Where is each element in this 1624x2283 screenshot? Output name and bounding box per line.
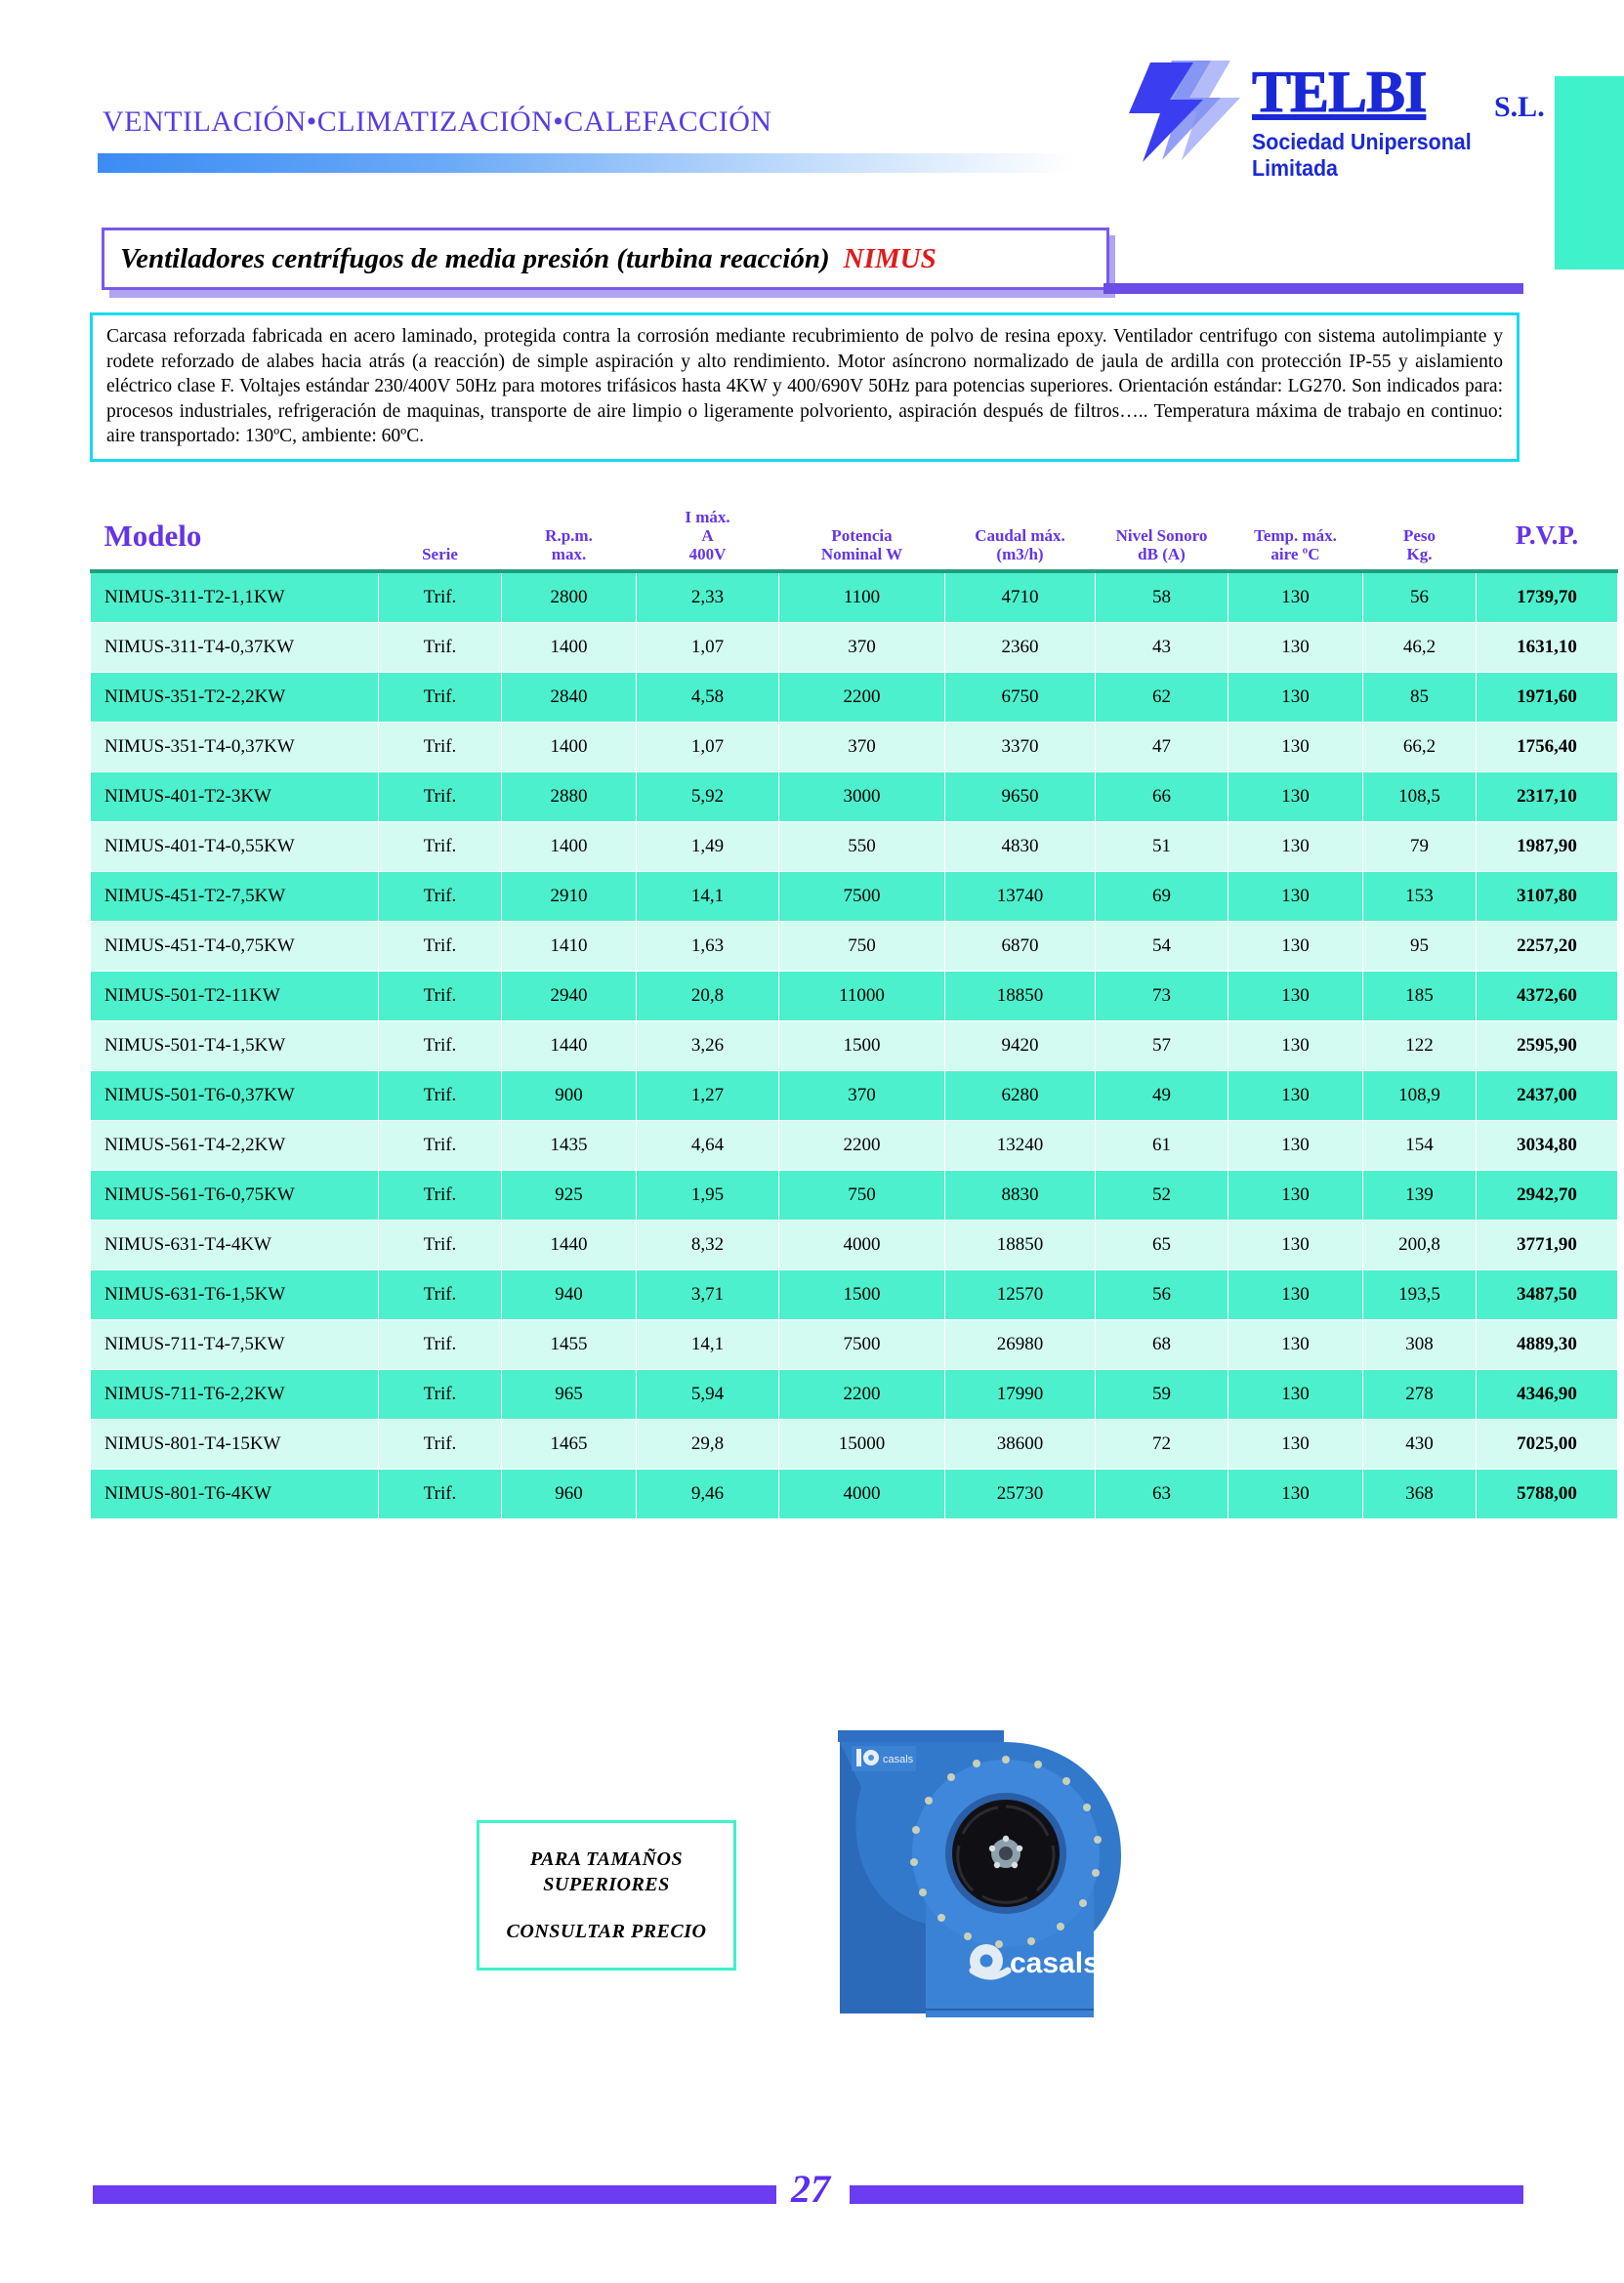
cell-value: 1410 — [502, 922, 637, 972]
cell-value: Trif. — [379, 673, 502, 723]
section-title-model: NIMUS — [843, 242, 937, 274]
cell-value: 1500 — [779, 1021, 945, 1071]
cell-value: 370 — [779, 623, 945, 673]
cell-modelo: NIMUS-561-T6-0,75KW — [91, 1171, 379, 1221]
cell-modelo: NIMUS-801-T6-4KW — [91, 1470, 379, 1519]
cell-pvp: 1987,90 — [1477, 822, 1618, 872]
col-header-imax — [637, 508, 779, 571]
cell-value: Trif. — [379, 1320, 502, 1370]
cell-modelo: NIMUS-351-T4-0,37KW — [91, 723, 379, 772]
cell-value: 9650 — [945, 772, 1096, 822]
consult-price-callout — [477, 1820, 736, 1971]
cell-modelo: NIMUS-311-T2-1,1KW — [91, 571, 379, 623]
cell-value: 6750 — [945, 673, 1096, 723]
cell-value: 940 — [502, 1270, 637, 1320]
cell-value: 130 — [1228, 872, 1363, 922]
cell-pvp: 2257,20 — [1477, 922, 1618, 972]
cell-value: Trif. — [379, 972, 502, 1021]
cell-modelo: NIMUS-711-T6-2,2KW — [91, 1370, 379, 1420]
cell-value: 925 — [502, 1171, 637, 1221]
cell-value: Trif. — [379, 1071, 502, 1121]
cell-modelo: NIMUS-451-T4-0,75KW — [91, 922, 379, 972]
cell-value: Trif. — [379, 772, 502, 822]
casals-brand-mark — [970, 1944, 1100, 1979]
cell-value: 12570 — [945, 1270, 1096, 1320]
cell-modelo: NIMUS-401-T2-3KW — [91, 772, 379, 822]
col-header-potencia — [779, 508, 945, 571]
table-row — [91, 922, 1618, 972]
col-header-imax-l2: A — [701, 526, 714, 545]
cell-value: 130 — [1228, 1021, 1363, 1071]
cell-modelo: NIMUS-631-T6-1,5KW — [91, 1270, 379, 1320]
table-row — [91, 772, 1618, 822]
col-header-caudal — [945, 508, 1096, 571]
cell-value: 278 — [1363, 1370, 1477, 1420]
cell-modelo: NIMUS-501-T2-11KW — [91, 972, 379, 1021]
col-header-rpm — [502, 508, 637, 571]
cell-value: 1400 — [502, 822, 637, 872]
cell-value: 68 — [1096, 1320, 1228, 1370]
cell-value: 1,07 — [637, 723, 779, 772]
cell-value: 900 — [502, 1071, 637, 1121]
cell-value: 25730 — [945, 1470, 1096, 1519]
cell-value: 14,1 — [637, 872, 779, 922]
cell-value: 47 — [1096, 723, 1228, 772]
cell-value: 2840 — [502, 673, 637, 723]
cell-modelo: NIMUS-401-T4-0,55KW — [91, 822, 379, 872]
cell-value: Trif. — [379, 1420, 502, 1470]
cell-value: 965 — [502, 1370, 637, 1420]
cell-value: Trif. — [379, 922, 502, 972]
cell-value: 2200 — [779, 1370, 945, 1420]
cell-value: 130 — [1228, 1121, 1363, 1171]
section-title-bar — [102, 228, 1109, 290]
cell-value: 8,32 — [637, 1221, 779, 1270]
product-image — [811, 1728, 1133, 2031]
footer-rule-right — [850, 2185, 1523, 2204]
cell-value: 4000 — [779, 1221, 945, 1270]
cell-value: 58 — [1096, 571, 1228, 623]
cell-value: 17990 — [945, 1370, 1096, 1420]
logo-subtitle: Sociedad Unipersonal Limitada — [1252, 129, 1472, 181]
table-row — [91, 1021, 1618, 1071]
cell-value: 56 — [1363, 571, 1477, 623]
cell-value: 4830 — [945, 822, 1096, 872]
cell-value: 130 — [1228, 1470, 1363, 1519]
cell-value: 154 — [1363, 1121, 1477, 1171]
cell-value: 57 — [1096, 1021, 1228, 1071]
table-row — [91, 1171, 1618, 1221]
callout-line-1: PARA TAMAÑOS — [529, 1848, 684, 1870]
cell-value: 46,2 — [1363, 623, 1477, 673]
cell-value: 750 — [779, 1171, 945, 1221]
cell-value: 200,8 — [1363, 1221, 1477, 1270]
cell-value: 4000 — [779, 1470, 945, 1519]
cell-value: 38600 — [945, 1420, 1096, 1470]
cell-value: 1455 — [502, 1320, 637, 1370]
table-row — [91, 571, 1618, 623]
cell-value: Trif. — [379, 822, 502, 872]
cell-modelo: NIMUS-311-T4-0,37KW — [91, 623, 379, 673]
cell-value: 130 — [1228, 1171, 1363, 1221]
cell-value: 66,2 — [1363, 723, 1477, 772]
table-body — [91, 571, 1618, 1519]
cell-modelo: NIMUS-801-T4-15KW — [91, 1420, 379, 1470]
cell-value: 8830 — [945, 1171, 1096, 1221]
cell-value: 69 — [1096, 872, 1228, 922]
cell-value: 73 — [1096, 972, 1228, 1021]
cell-value: 750 — [779, 922, 945, 972]
company-tagline: VENTILACIÓN•CLIMATIZACIÓN•CALEFACCIÓN — [103, 105, 772, 138]
cell-pvp: 4372,60 — [1477, 972, 1618, 1021]
cell-value: 122 — [1363, 1021, 1477, 1071]
cell-value: 61 — [1096, 1121, 1228, 1171]
cell-value: 56 — [1096, 1270, 1228, 1320]
cell-value: 153 — [1363, 872, 1477, 922]
cell-value: 54 — [1096, 922, 1228, 972]
cell-pvp: 4889,30 — [1477, 1320, 1618, 1370]
cell-pvp: 1971,60 — [1477, 673, 1618, 723]
telbi-logo — [1103, 51, 1545, 181]
table-row — [91, 1221, 1618, 1270]
cell-value: 1,63 — [637, 922, 779, 972]
cell-value: 1,07 — [637, 623, 779, 673]
cell-value: 960 — [502, 1470, 637, 1519]
cell-value: 1465 — [502, 1420, 637, 1470]
cell-value: 308 — [1363, 1320, 1477, 1370]
col-header-potencia-l2: Potencia — [831, 526, 893, 545]
cell-value: 185 — [1363, 972, 1477, 1021]
col-header-potencia-l3: Nominal W — [820, 545, 903, 563]
cell-value: 2200 — [779, 673, 945, 723]
svg-text:casals: casals — [1010, 1947, 1100, 1979]
cell-value: 1400 — [502, 623, 637, 673]
cell-value: 1500 — [779, 1270, 945, 1320]
col-header-nivel-sonoro — [1096, 508, 1228, 571]
title-bar-right-rule — [1103, 283, 1523, 294]
cell-pvp: 2437,00 — [1477, 1071, 1618, 1121]
cell-value: 7500 — [779, 872, 945, 922]
col-header-serie-l3: Serie — [422, 545, 458, 563]
cell-value: 3,71 — [637, 1270, 779, 1320]
cell-value: Trif. — [379, 1470, 502, 1519]
col-header-temp-l3: aire ºC — [1270, 545, 1320, 563]
cell-value: 130 — [1228, 1221, 1363, 1270]
lightning-bolt-icon — [1103, 51, 1250, 168]
col-header-nivel-l2: Nivel Sonoro — [1115, 526, 1208, 545]
table-row — [91, 673, 1618, 723]
cell-value: 4710 — [945, 571, 1096, 623]
cell-value: 7500 — [779, 1320, 945, 1370]
callout-line-2: SUPERIORES — [543, 1874, 670, 1895]
col-header-rpm-l3: max. — [551, 545, 587, 563]
cell-value: Trif. — [379, 1171, 502, 1221]
cell-value: 65 — [1096, 1221, 1228, 1270]
cell-value: 85 — [1363, 673, 1477, 723]
cell-pvp: 1756,40 — [1477, 723, 1618, 772]
cell-value: 51 — [1096, 822, 1228, 872]
cell-value: 130 — [1228, 723, 1363, 772]
cell-modelo: NIMUS-451-T2-7,5KW — [91, 872, 379, 922]
col-header-peso-l3: Kg. — [1406, 545, 1433, 563]
cell-value: 130 — [1228, 623, 1363, 673]
cell-value: 4,58 — [637, 673, 779, 723]
cell-pvp: 3107,80 — [1477, 872, 1618, 922]
cell-value: 9,46 — [637, 1470, 779, 1519]
cell-value: Trif. — [379, 1221, 502, 1270]
table-header-row — [91, 508, 1618, 571]
cell-value: Trif. — [379, 872, 502, 922]
cell-value: 1400 — [502, 723, 637, 772]
col-header-nivel-l3: dB (A) — [1138, 545, 1186, 563]
cell-value: 5,92 — [637, 772, 779, 822]
cell-pvp: 1739,70 — [1477, 571, 1618, 623]
logo-suffix: S.L. — [1494, 91, 1545, 123]
logo-brand: TELBI — [1252, 60, 1427, 124]
cell-value: 5,94 — [637, 1370, 779, 1420]
cell-value: 3000 — [779, 772, 945, 822]
cell-value: 130 — [1228, 673, 1363, 723]
cell-value: 2880 — [502, 772, 637, 822]
cell-value: 430 — [1363, 1420, 1477, 1470]
cell-modelo: NIMUS-501-T6-0,37KW — [91, 1071, 379, 1121]
cell-value: 2,33 — [637, 571, 779, 623]
description-text: Carcasa reforzada fabricada en acero laminado, protegida contra la corrosión mediante recubrimiento de polvo de resina epoxy. Ventilador centrifugo con sistema autolimpiante y rodete reforzado de alabes hacia atrás (a reacción) de simple aspiración y alto rendimiento. Motor asíncrono normalizado de jaula de ardilla con protección IP-55 y aislamiento eléctrico clase F. Voltajes estándar 230/400V 50Hz para motores trifásicos hasta 4KW y 400/690V 50Hz para potencias superiores. Orientación estándar: LG270. Son indicados para: procesos industriales, refrigeración de maquinas, transporte de aire limpio o ligeramente polvoriento, aspiración después de filtros….. Temperatura máxima de trabajo en continuo: aire transportado: 130ºC, ambiente: 60ºC. — [106, 326, 1503, 446]
cell-value: 20,8 — [637, 972, 779, 1021]
col-header-rpm-l2: R.p.m. — [545, 526, 593, 545]
description-box — [90, 312, 1520, 462]
table-row — [91, 1470, 1618, 1519]
cell-value: 2800 — [502, 571, 637, 623]
table-row — [91, 972, 1618, 1021]
cell-value: 95 — [1363, 922, 1477, 972]
cell-value: 130 — [1228, 772, 1363, 822]
col-header-modelo: Modelo — [91, 508, 379, 571]
cell-value: Trif. — [379, 1370, 502, 1420]
col-header-caudal-l2: Caudal máx. — [975, 526, 1065, 545]
cell-modelo: NIMUS-561-T4-2,2KW — [91, 1121, 379, 1171]
svg-text:casals: casals — [883, 1754, 914, 1765]
cell-value: 62 — [1096, 673, 1228, 723]
cell-value: 3370 — [945, 723, 1096, 772]
table-row — [91, 623, 1618, 673]
cell-pvp: 5788,00 — [1477, 1470, 1618, 1519]
page-header — [0, 0, 1624, 195]
casals-logo-small — [852, 1746, 916, 1771]
header-gradient-rule — [98, 153, 1074, 173]
table-row — [91, 1071, 1618, 1121]
cell-value: 130 — [1228, 822, 1363, 872]
cell-value: Trif. — [379, 1121, 502, 1171]
cell-value: 130 — [1228, 1420, 1363, 1470]
cell-value: 1100 — [779, 571, 945, 623]
cell-value: Trif. — [379, 723, 502, 772]
page-number: 27 — [791, 2167, 830, 2211]
cell-value: 130 — [1228, 922, 1363, 972]
cell-value: 1,27 — [637, 1071, 779, 1121]
table-row — [91, 1270, 1618, 1320]
cell-value: 29,8 — [637, 1420, 779, 1470]
cell-value: 108,5 — [1363, 772, 1477, 822]
cell-modelo: NIMUS-711-T4-7,5KW — [91, 1320, 379, 1370]
cell-value: 11000 — [779, 972, 945, 1021]
col-header-pvp: P.V.P. — [1477, 508, 1618, 571]
cell-value: 130 — [1228, 1071, 1363, 1121]
cell-value: Trif. — [379, 623, 502, 673]
cell-value: 3,26 — [637, 1021, 779, 1071]
cell-modelo: NIMUS-631-T4-4KW — [91, 1221, 379, 1270]
cell-modelo: NIMUS-501-T4-1,5KW — [91, 1021, 379, 1071]
col-header-serie — [379, 508, 502, 571]
cell-pvp: 3487,50 — [1477, 1270, 1618, 1320]
cell-value: 108,9 — [1363, 1071, 1477, 1121]
cell-value: 2200 — [779, 1121, 945, 1171]
cell-value: Trif. — [379, 571, 502, 623]
cell-value: 52 — [1096, 1171, 1228, 1221]
cell-value: 4,64 — [637, 1121, 779, 1171]
cell-value: 6870 — [945, 922, 1096, 972]
cell-value: Trif. — [379, 1021, 502, 1071]
cell-value: 43 — [1096, 623, 1228, 673]
cell-pvp: 2595,90 — [1477, 1021, 1618, 1071]
centrifugal-fan-illustration — [811, 1728, 1133, 2031]
corner-accent-box — [1555, 76, 1624, 270]
cell-value: 550 — [779, 822, 945, 872]
cell-value: 130 — [1228, 1320, 1363, 1370]
cell-value: 18850 — [945, 1221, 1096, 1270]
section-title: Ventiladores centrífugos de media presión (turbina reacción) — [120, 242, 830, 274]
cell-value: 2910 — [502, 872, 637, 922]
cell-value: 1435 — [502, 1121, 637, 1171]
cell-value: 66 — [1096, 772, 1228, 822]
cell-pvp: 4346,90 — [1477, 1370, 1618, 1420]
cell-value: 2360 — [945, 623, 1096, 673]
cell-pvp: 2942,70 — [1477, 1171, 1618, 1221]
cell-pvp: 3034,80 — [1477, 1121, 1618, 1171]
cell-value: 13240 — [945, 1121, 1096, 1171]
table-row — [91, 872, 1618, 922]
cell-pvp: 3771,90 — [1477, 1221, 1618, 1270]
table-head — [91, 508, 1618, 571]
col-header-caudal-l3: (m3/h) — [996, 545, 1044, 563]
cell-modelo: NIMUS-351-T2-2,2KW — [91, 673, 379, 723]
cell-value: 72 — [1096, 1420, 1228, 1470]
table-row — [91, 1121, 1618, 1171]
cell-value: 1,49 — [637, 822, 779, 872]
table-row — [91, 1320, 1618, 1370]
cell-value: 130 — [1228, 972, 1363, 1021]
cell-value: 59 — [1096, 1370, 1228, 1420]
cell-value: 49 — [1096, 1071, 1228, 1121]
cell-value: 368 — [1363, 1470, 1477, 1519]
cell-value: 130 — [1228, 1370, 1363, 1420]
cell-value: 1,95 — [637, 1171, 779, 1221]
table-row — [91, 1370, 1618, 1420]
cell-value: 9420 — [945, 1021, 1096, 1071]
cell-pvp: 1631,10 — [1477, 623, 1618, 673]
cell-pvp: 7025,00 — [1477, 1420, 1618, 1470]
col-header-peso-l2: Peso — [1402, 526, 1437, 545]
cell-value: 1440 — [502, 1021, 637, 1071]
cell-value: 1440 — [502, 1221, 637, 1270]
col-header-peso — [1363, 508, 1477, 571]
cell-value: 63 — [1096, 1470, 1228, 1519]
specifications-table — [90, 508, 1618, 1519]
footer-rule-left — [93, 2185, 776, 2204]
cell-value: 193,5 — [1363, 1270, 1477, 1320]
col-header-temp — [1228, 508, 1363, 571]
cell-value: 130 — [1228, 1270, 1363, 1320]
cell-value: Trif. — [379, 1270, 502, 1320]
table-row — [91, 822, 1618, 872]
cell-value: 15000 — [779, 1420, 945, 1470]
col-header-imax-l1: I máx. — [685, 508, 730, 526]
cell-value: 13740 — [945, 872, 1096, 922]
col-header-temp-l2: Temp. máx. — [1254, 526, 1337, 545]
specs-table-wrapper — [90, 508, 1579, 1519]
cell-pvp: 2317,10 — [1477, 772, 1618, 822]
cell-value: 370 — [779, 1071, 945, 1121]
table-row — [91, 723, 1618, 772]
table-row — [91, 1420, 1618, 1470]
col-header-imax-l3: 400V — [688, 545, 727, 563]
cell-value: 26980 — [945, 1320, 1096, 1370]
cell-value: 14,1 — [637, 1320, 779, 1370]
cell-value: 370 — [779, 723, 945, 772]
cell-value: 18850 — [945, 972, 1096, 1021]
callout-line-3: CONSULTAR PRECIO — [506, 1921, 707, 1942]
cell-value: 139 — [1363, 1171, 1477, 1221]
cell-value: 2940 — [502, 972, 637, 1021]
cell-value: 6280 — [945, 1071, 1096, 1121]
cell-value: 79 — [1363, 822, 1477, 872]
cell-value: 130 — [1228, 571, 1363, 623]
